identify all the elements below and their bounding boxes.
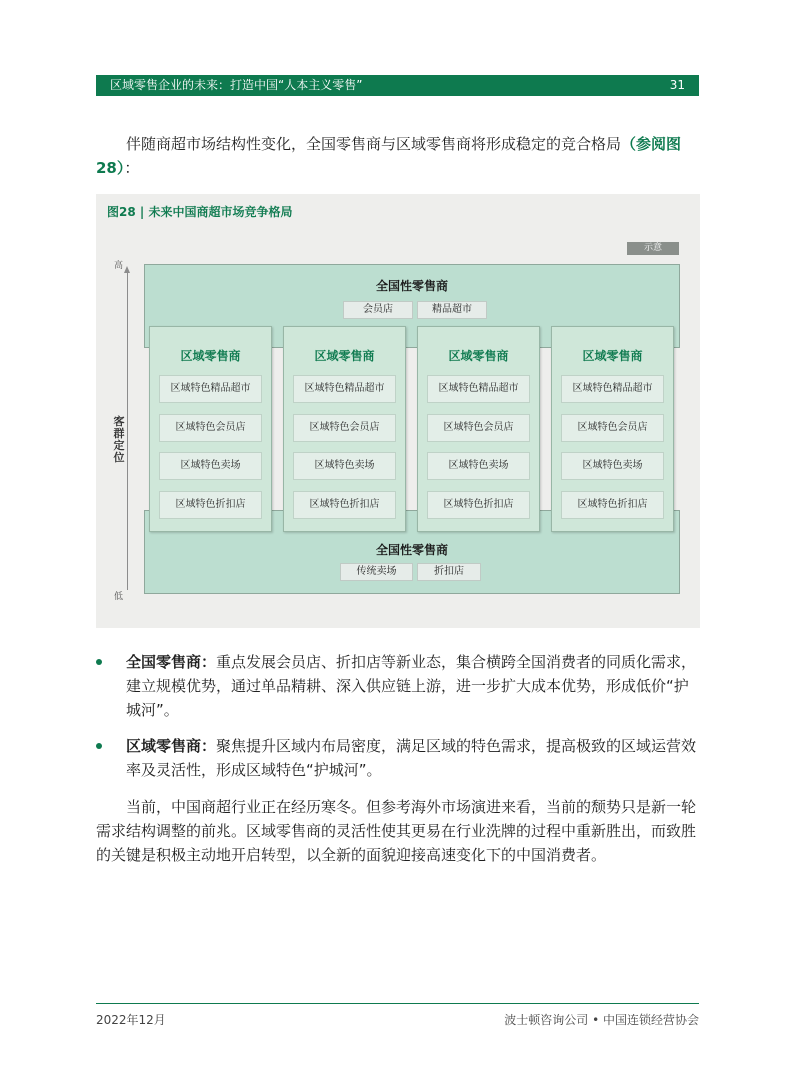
regional-title: 区域零售商 [582,349,643,363]
regional-item: 区域特色会员店 [159,414,262,442]
bullet-dot-icon [96,659,102,665]
national-top-item: 会员店 [343,301,413,319]
intro-text: 伴随商超市场结构性变化，全国零售商与区域零售商将形成稳定的竞合格局 [126,135,622,153]
regional-item: 区域特色卖场 [427,452,530,480]
bullet-dot-icon [96,743,102,749]
intro-end: ： [124,159,140,177]
regional-retailer-column [283,326,406,532]
regional-item: 区域特色卖场 [159,452,262,480]
regional-item: 区域特色会员店 [561,414,664,442]
bullet-text [126,650,700,722]
bullet-national [96,650,700,722]
national-bottom-title: 全国性零售商 [375,543,448,557]
regional-item: 区域特色折扣店 [293,491,396,519]
regional-title: 区域零售商 [314,349,375,363]
regional-item: 区域特色精品超市 [427,375,530,403]
header-title: 区域零售企业的未来：打造中国“人本主义零售” [110,78,363,92]
regional-title: 区域零售商 [180,349,241,363]
footer-date: 2022年12月 [96,1013,166,1027]
regional-item: 区域特色精品超市 [561,375,664,403]
page-number: 31 [669,78,685,92]
axis-low-label: 低 [114,592,124,602]
figure-28 [96,194,700,628]
figure-reference-link[interactable]: （参阅图28） [96,135,682,177]
bullet-body: 聚焦提升区域内布局密度，满足区域的特色需求，提高极致的区域运营效率及灵活性，形成区域特色“护城河”。 [126,737,697,779]
bullet-term: 区域零售商： [126,737,217,755]
header-bar [96,75,699,96]
bullet-text [126,734,700,782]
regional-item: 区域特色会员店 [427,414,530,442]
axis-label: 客群定位 [113,415,125,464]
national-top-item: 精品超市 [417,301,487,319]
axis-high-label: 高 [114,261,124,271]
closing-paragraph: 当前，中国商超行业正在经历寒冬。但参考海外市场演进来看，当前的颓势只是新一轮需求结构调整的前兆。区域零售商的灵活性使其更易在行业洗牌的过程中重新胜出，而致胜的关键是积极主动地开启转型，以全新的面貌迎接高速变化下的中国消费者。 [96,798,697,864]
figure-title: 图28 | 未来中国商超市场竞争格局 [107,205,293,219]
national-top-title: 全国性零售商 [375,279,448,293]
regional-title: 区域零售商 [448,349,509,363]
regional-item: 区域特色折扣店 [159,491,262,519]
bullet-body: 重点发展会员店、折扣店等新业态，集合横跨全国消费者的同质化需求，建立规模优势，通过单品精耕、深入供应链上游，进一步扩大成本优势，形成低价“护城河”。 [126,653,697,719]
footer-organizations: 波士顿咨询公司 • 中国连锁经营协会 [504,1013,699,1027]
intro-paragraph [96,132,700,180]
regional-retailer-column [149,326,272,532]
regional-item: 区域特色精品超市 [159,375,262,403]
bullet-term: 全国零售商： [126,653,217,671]
regional-item: 区域特色会员店 [293,414,396,442]
regional-item: 区域特色折扣店 [561,491,664,519]
footer-divider [96,1003,699,1004]
regional-item: 区域特色精品超市 [293,375,396,403]
schematic-tag: 示意 [627,242,679,255]
regional-retailer-column [417,326,540,532]
regional-item: 区域特色折扣店 [427,491,530,519]
regional-item: 区域特色卖场 [293,452,396,480]
national-bottom-item: 传统卖场 [340,563,413,581]
national-bottom-item: 折扣店 [417,563,481,581]
regional-item: 区域特色卖场 [561,452,664,480]
bullet-regional [96,734,700,782]
regional-retailer-column [551,326,674,532]
axis-line [127,272,128,590]
